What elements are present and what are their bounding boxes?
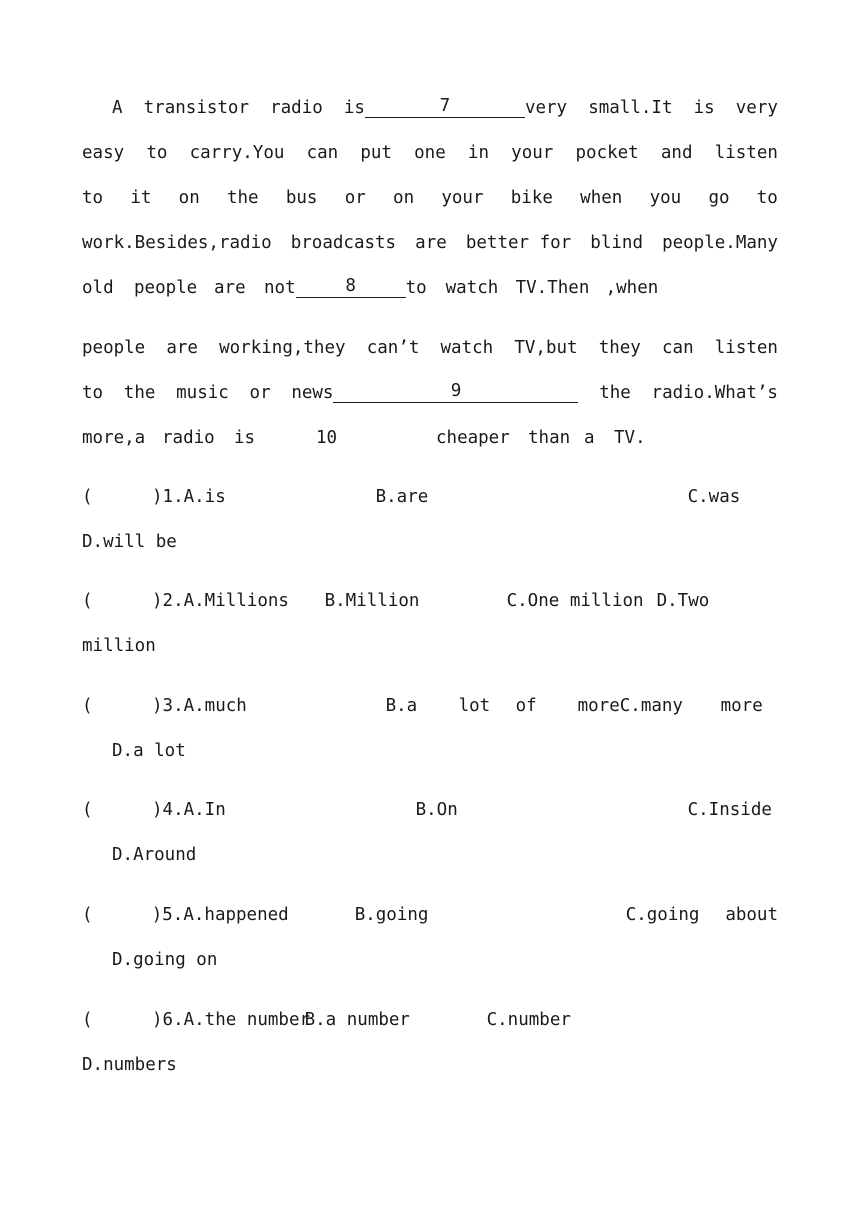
word: and bbox=[660, 143, 693, 163]
question-1 bbox=[82, 481, 778, 507]
word: the bbox=[226, 188, 259, 208]
blank-10[interactable]: 10 bbox=[316, 428, 338, 448]
question-number: )1. bbox=[152, 487, 184, 507]
word: work.Besides,radio bbox=[82, 233, 272, 253]
answer-paren[interactable]: ( bbox=[82, 591, 93, 611]
word: is bbox=[693, 98, 715, 118]
option-b[interactable]: B.going bbox=[354, 905, 429, 925]
option-b-word: lot bbox=[458, 696, 491, 716]
option-c[interactable]: C.going bbox=[625, 905, 700, 925]
answer-paren[interactable]: ( bbox=[82, 696, 93, 716]
answer-paren[interactable]: ( bbox=[82, 1010, 93, 1030]
option-a[interactable]: A.much bbox=[183, 696, 247, 716]
option-c-word: about bbox=[725, 905, 778, 925]
word: to bbox=[82, 188, 104, 208]
word: the bbox=[123, 383, 156, 403]
question-2-cont bbox=[82, 630, 778, 656]
blank-7[interactable]: 7 bbox=[365, 95, 525, 118]
passage-line-3 bbox=[82, 182, 778, 208]
option-a[interactable]: A.Millions bbox=[183, 591, 289, 611]
option-d[interactable]: D.Two bbox=[656, 591, 710, 611]
word: old bbox=[82, 278, 114, 298]
word: when bbox=[580, 188, 623, 208]
option-c[interactable]: C.Inside bbox=[687, 800, 772, 820]
word: put bbox=[360, 143, 392, 163]
option-d[interactable]: D.going on bbox=[112, 950, 218, 970]
word: A bbox=[112, 98, 123, 118]
passage-line-2 bbox=[82, 137, 778, 163]
word: the bbox=[599, 383, 631, 403]
question-4 bbox=[82, 794, 778, 820]
passage-line-7 bbox=[82, 377, 778, 403]
passage-line-5 bbox=[82, 272, 778, 298]
word: bus bbox=[285, 188, 318, 208]
word: than bbox=[528, 428, 571, 448]
word: radio bbox=[162, 428, 215, 448]
option-a[interactable]: A.In bbox=[183, 800, 226, 820]
option-d-cont: million bbox=[82, 636, 156, 656]
question-6-cont bbox=[82, 1049, 778, 1075]
word: better for bbox=[465, 233, 572, 253]
question-number: )2. bbox=[152, 591, 184, 611]
question-number: )3. bbox=[152, 696, 184, 716]
option-b[interactable]: B.a number bbox=[304, 1010, 410, 1030]
word: your bbox=[441, 188, 484, 208]
question-6 bbox=[82, 1004, 778, 1030]
question-4-cont bbox=[112, 839, 808, 865]
word: is bbox=[234, 428, 256, 448]
question-number: )6. bbox=[152, 1010, 184, 1030]
word: people bbox=[134, 278, 198, 298]
word: small.It bbox=[588, 98, 673, 118]
word: or bbox=[344, 188, 366, 208]
option-c[interactable]: C.number bbox=[486, 1010, 571, 1030]
word: to bbox=[405, 278, 427, 298]
word: TV,but bbox=[514, 338, 578, 358]
word: TV.Then bbox=[515, 278, 590, 298]
option-c-word: more bbox=[720, 696, 763, 716]
word: or bbox=[249, 383, 271, 403]
word: news bbox=[291, 383, 334, 403]
word: more,a bbox=[82, 428, 146, 448]
word: one bbox=[414, 143, 446, 163]
word: listen bbox=[714, 338, 778, 358]
word: blind bbox=[590, 233, 643, 253]
passage-line-6 bbox=[82, 332, 778, 358]
word: carry.You bbox=[189, 143, 285, 163]
word: transistor bbox=[143, 98, 249, 118]
passage-line-8 bbox=[82, 422, 778, 448]
word: easy bbox=[82, 143, 125, 163]
word: bike bbox=[510, 188, 553, 208]
option-c[interactable]: C.One million bbox=[506, 591, 644, 611]
option-c[interactable]: moreC.many bbox=[577, 696, 683, 716]
word: people.Many bbox=[662, 233, 778, 253]
question-number: )5. bbox=[151, 905, 184, 925]
option-d[interactable]: D.will be bbox=[82, 532, 177, 552]
word: very bbox=[524, 98, 568, 118]
word: are bbox=[415, 233, 447, 253]
word: are bbox=[166, 338, 198, 358]
option-a[interactable]: A.the number bbox=[183, 1010, 311, 1030]
option-b[interactable]: B.On bbox=[415, 800, 458, 820]
word: ,when bbox=[605, 278, 659, 298]
word: people bbox=[82, 338, 146, 358]
question-1-cont bbox=[82, 526, 778, 552]
word: cheaper bbox=[436, 428, 510, 448]
word: you bbox=[649, 188, 682, 208]
word: are bbox=[214, 278, 246, 298]
word: to bbox=[756, 188, 778, 208]
word: radio bbox=[270, 98, 323, 118]
blank-8[interactable]: 8 bbox=[296, 275, 406, 298]
option-d[interactable]: D.Around bbox=[112, 845, 197, 865]
answer-paren[interactable]: ( bbox=[82, 487, 93, 507]
word: working,they bbox=[219, 338, 346, 358]
word: pocket bbox=[575, 143, 639, 163]
word: to bbox=[82, 383, 104, 403]
word: broadcasts bbox=[290, 233, 397, 253]
word: can’t bbox=[366, 338, 420, 358]
question-5 bbox=[82, 899, 778, 925]
answer-paren[interactable]: ( bbox=[82, 800, 93, 820]
word: they bbox=[598, 338, 641, 358]
passage-line-4 bbox=[82, 227, 778, 253]
word: can bbox=[306, 143, 339, 163]
word: listen bbox=[714, 143, 778, 163]
word: on bbox=[393, 188, 415, 208]
option-b[interactable]: B.a bbox=[385, 696, 418, 716]
word: music bbox=[176, 383, 229, 403]
question-3 bbox=[82, 690, 778, 716]
option-b[interactable]: B.Million bbox=[324, 591, 420, 611]
question-number: )4. bbox=[152, 800, 184, 820]
answer-paren[interactable]: ( bbox=[82, 905, 93, 925]
word: TV. bbox=[614, 428, 646, 448]
option-d[interactable]: D.numbers bbox=[82, 1055, 177, 1075]
word: in bbox=[467, 143, 489, 163]
word: is bbox=[343, 98, 365, 118]
option-a[interactable]: A.happened bbox=[183, 905, 289, 925]
passage-line-1 bbox=[112, 92, 778, 118]
word: a bbox=[584, 428, 595, 448]
word: very bbox=[735, 98, 778, 118]
option-b[interactable]: B.are bbox=[375, 487, 429, 507]
word: go bbox=[708, 188, 730, 208]
word: it bbox=[130, 188, 152, 208]
word: radio.What’s bbox=[651, 383, 778, 403]
question-2 bbox=[82, 585, 778, 611]
word: your bbox=[511, 143, 554, 163]
word: not bbox=[264, 278, 296, 298]
word: to bbox=[146, 143, 168, 163]
question-3-cont bbox=[112, 735, 808, 761]
word: watch bbox=[440, 338, 494, 358]
blank-9[interactable]: 9 bbox=[333, 380, 578, 403]
question-5-cont bbox=[112, 944, 808, 970]
option-d[interactable]: D.a lot bbox=[112, 741, 186, 761]
word: watch bbox=[445, 278, 499, 298]
option-c[interactable]: C.was bbox=[687, 487, 741, 507]
word: can bbox=[662, 338, 694, 358]
option-b-word: of bbox=[515, 696, 537, 716]
option-a[interactable]: A.is bbox=[183, 487, 226, 507]
word: on bbox=[178, 188, 200, 208]
